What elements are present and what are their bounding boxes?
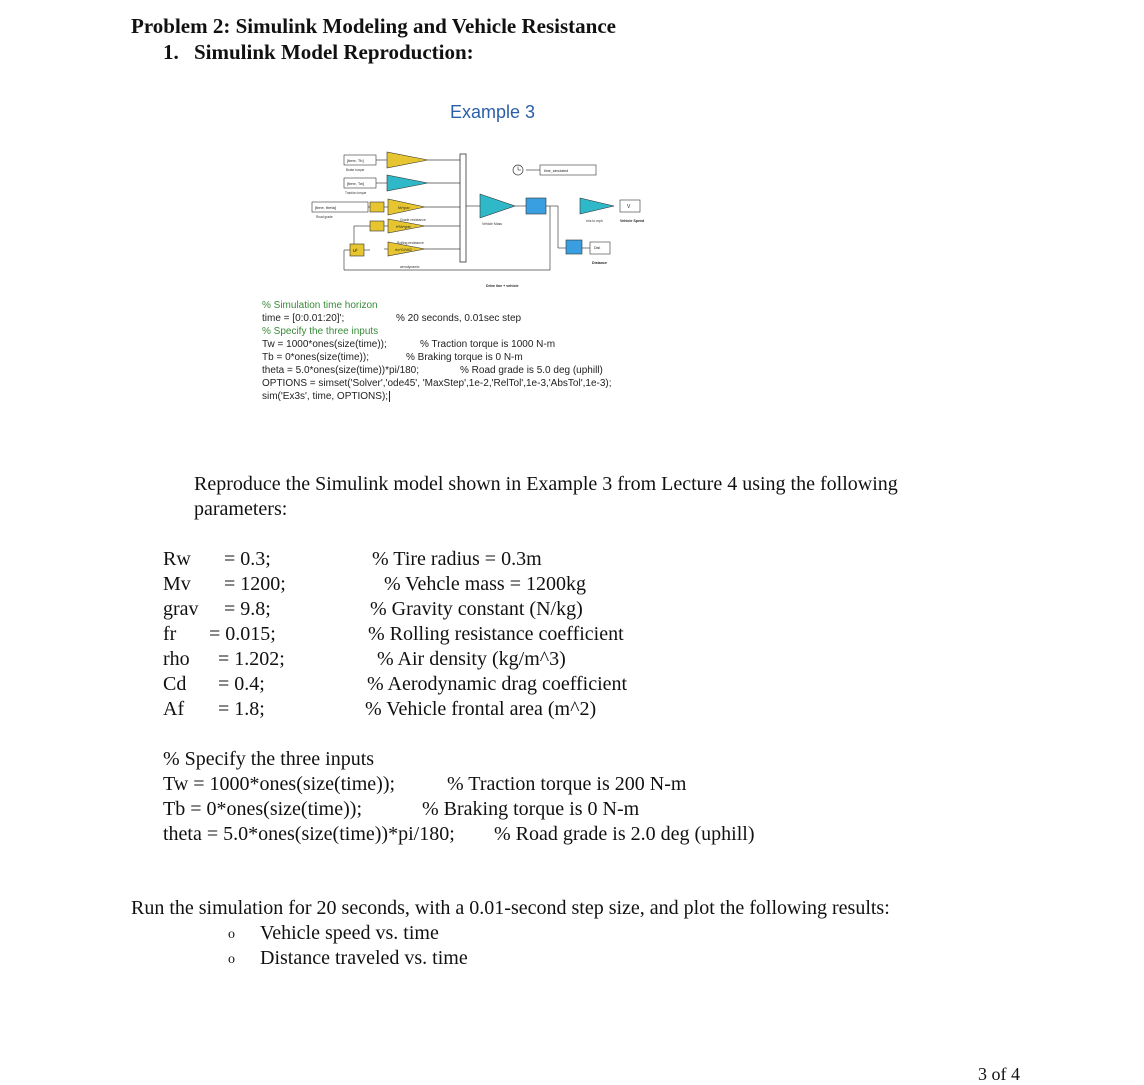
code-line-8 (262, 391, 390, 402)
code-line-6: theta = 5.0*ones(size(time))*pi/180; (262, 365, 420, 376)
param-name: Rw (163, 548, 191, 570)
param-comment: % Vehcle mass = 1200kg (384, 573, 586, 595)
bullet-glyph: o (228, 927, 235, 942)
param-name: grav (163, 598, 199, 620)
problem-title: Problem 2: Simulink Modeling and Vehicle Resistance (131, 14, 616, 38)
block-drive-line-label: Drive line + vehicle (486, 284, 519, 288)
code-line-8-text: sim('Ex3s', time, OPTIONS); (262, 391, 389, 403)
block-time-theta: [time, theta] (315, 205, 336, 210)
block-time-tw: [time, Tw] (347, 181, 365, 186)
figure-title: Example 3 (450, 102, 536, 122)
block-grade-resistance-label: Grade resistance (400, 218, 426, 222)
text-cursor (389, 391, 390, 402)
param-comment: % Aerodynamic drag coefficient (367, 673, 628, 695)
run-instructions: Run the simulation for 20 seconds, with a 0.01-second step size, and plot the following results: (131, 897, 890, 919)
block-mg-sin: Mv*grav (398, 206, 410, 210)
block-vehicle-mass-label: Vehicle Mass (482, 222, 502, 226)
param-value: = 0.4; (218, 673, 265, 695)
param-comment: % Tire radius = 0.3m (372, 548, 542, 570)
code-line-4: Tw = 1000*ones(size(time)); (262, 339, 387, 350)
bullet-glyph: o (228, 952, 235, 967)
instructions-line-1: Reproduce the Simulink model shown in Example 3 from Lecture 4 using the following (194, 473, 898, 495)
param-comment: % Gravity constant (N/kg) (370, 598, 583, 620)
bullet-vehicle-speed: Vehicle speed vs. time (260, 922, 439, 944)
block-brake-torque-label: Brake torque (346, 168, 365, 172)
block-traction-torque-label: Traction torque (345, 191, 367, 195)
block-mg-cos: fr*Mv*grav (396, 225, 411, 229)
param-value: = 0.3; (224, 548, 271, 570)
code-line-5-comment: % Braking torque is 0 N-m (406, 352, 523, 363)
param-name: fr (163, 623, 177, 645)
param-name: rho (163, 648, 190, 670)
inputs-header: % Specify the three inputs (163, 748, 375, 770)
input-tb-code: Tb = 0*ones(size(time)); (163, 798, 362, 820)
code-line-6-comment: % Road grade is 5.0 deg (uphill) (460, 365, 603, 376)
param-comment: % Vehicle frontal area (m^2) (365, 698, 597, 720)
code-line-2: time = [0:0.01:20]'; (262, 313, 345, 324)
input-tw-code: Tw = 1000*ones(size(time)); (163, 773, 396, 795)
code-line-1: % Simulation time horizon (262, 300, 378, 311)
block-time-simulated: time_simulated (544, 169, 569, 173)
input-tw-comment: % Traction torque is 200 N-m (447, 773, 687, 795)
param-name: Mv (163, 573, 191, 595)
item-number: 1. (163, 40, 179, 64)
param-value: = 1.8; (218, 698, 265, 720)
input-tb-comment: % Braking torque is 0 N-m (422, 798, 640, 820)
param-value: = 9.8; (224, 598, 271, 620)
param-name: Af (163, 698, 185, 720)
instructions-line-2: parameters: (194, 498, 288, 520)
param-name: Cd (163, 673, 187, 695)
block-u-squared: u² (353, 248, 358, 254)
code-line-4-comment: % Traction torque is 1000 N-m (420, 339, 556, 350)
code-line-2-comment: % 20 seconds, 0.01sec step (396, 313, 522, 324)
param-value: = 1.202; (218, 648, 285, 670)
input-theta-comment: % Road grade is 2.0 deg (uphill) (494, 823, 755, 845)
simulink-diagram (300, 148, 670, 288)
code-line-7: OPTIONS = simset('Solver','ode45', 'MaxStep',1e-2,'RelTol',1e-3,'AbsTol',1e-3); (262, 378, 612, 389)
param-value: = 0.015; (209, 623, 276, 645)
code-line-3: % Specify the three inputs (262, 326, 379, 337)
block-time-tb: [time, Tb] (347, 158, 364, 163)
param-comment: % Rolling resistance coefficient (368, 623, 624, 645)
block-distance-label: Distance (592, 261, 607, 265)
block-road-grade-label: Road grade (316, 215, 333, 219)
code-line-5: Tb = 0*ones(size(time)); (262, 352, 369, 363)
bullet-distance: Distance traveled vs. time (260, 947, 468, 969)
block-v: V (627, 204, 631, 210)
block-vehicle-speed-label: Vehicle Speed (620, 219, 645, 223)
block-rolling-resistance-label: Rolling resistance (397, 241, 424, 245)
block-ms-to-mph-label: m/s to mph (586, 219, 603, 223)
page-number: 3 of 4 (978, 1064, 1020, 1084)
block-dist: Dist (594, 246, 601, 250)
param-value: = 1200; (224, 573, 286, 595)
item-title: Simulink Model Reproduction: (194, 40, 474, 64)
block-aerodynamic-label: aerodynamic (400, 265, 420, 269)
input-theta-code: theta = 5.0*ones(size(time))*pi/180; (163, 823, 455, 845)
param-comment: % Air density (kg/m^3) (377, 648, 566, 670)
block-aero-gain: rho*Cd*Af/2 (395, 248, 412, 252)
